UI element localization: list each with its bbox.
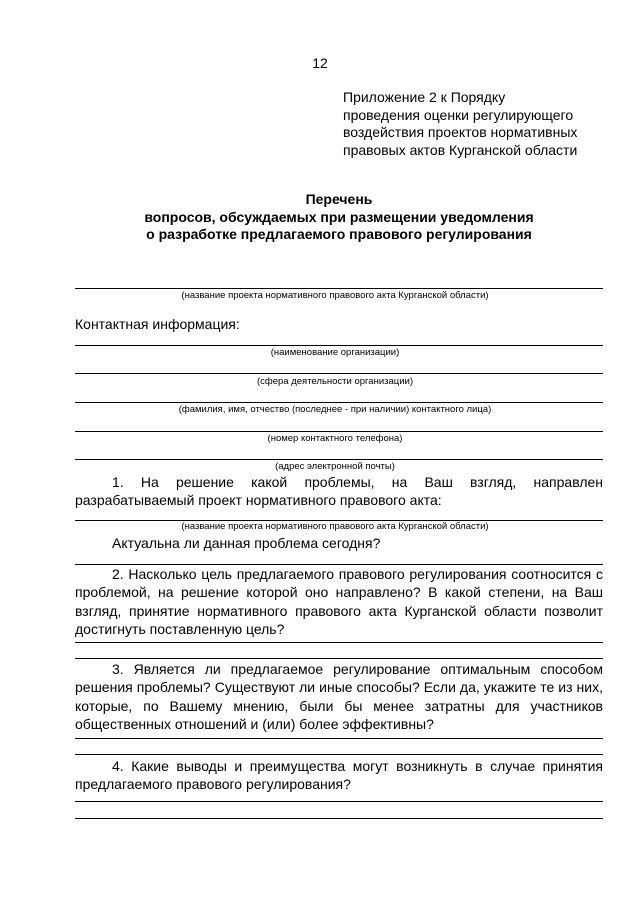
question-1 <box>75 473 603 510</box>
appendix-line: воздействия проектов нормативных <box>343 124 578 140</box>
question-3-line: решения проблемы? Существуют ли иные способы? Если да, укажите те из них, <box>75 679 603 696</box>
question-3 <box>75 660 603 733</box>
title-line: вопросов, обсуждаемых при размещении уведомления <box>144 208 534 225</box>
document-title <box>0 191 640 244</box>
email-field[interactable] <box>75 459 603 460</box>
phone-caption: (номер контактного телефона) <box>267 433 403 444</box>
org-name-field[interactable] <box>75 345 603 346</box>
title-line: Перечень <box>305 191 373 207</box>
appendix-note <box>343 89 577 159</box>
appendix-line: Приложение 2 к Порядку <box>343 89 506 105</box>
question-2-line: 2. Насколько цель предлагаемого правового регулирования соотносится с <box>112 566 603 582</box>
question-2-line: проблемой, на решение которой оно направлено? В какой степени, на Ваш <box>75 584 603 601</box>
contact-person-caption: (фамилия, имя, отчество (последнее - при наличии) контактного лица) <box>178 404 492 415</box>
act-name-caption: (название проекта нормативного правового акта Курганской области) <box>181 290 489 301</box>
answer-2-field[interactable] <box>75 642 603 643</box>
answer-4-field[interactable] <box>75 801 603 802</box>
question-1-line: разрабатываемый проект нормативного правового акта: <box>75 492 442 509</box>
answer-3-field[interactable] <box>75 738 603 739</box>
page-number: 12 <box>312 55 328 71</box>
answer-3b-field[interactable] <box>75 754 603 755</box>
question-2-line: взгляд, принятие нормативного правового акта Курганской области позволит <box>75 602 603 619</box>
act-name-field[interactable] <box>75 288 603 289</box>
phone-field[interactable] <box>75 431 603 432</box>
question-3-line: общественных отношений и (или) более эффективны? <box>75 715 434 732</box>
question-2-line: достигнуть поставленную цель? <box>75 620 285 637</box>
answer-4b-field[interactable] <box>75 818 603 819</box>
contact-person-field[interactable] <box>75 402 603 403</box>
question-1-line: 1. На решение какой проблемы, на Ваш взгляд, направлен <box>112 474 603 490</box>
question-4 <box>75 757 603 794</box>
question-2 <box>75 565 603 638</box>
question-3-line: 3. Является ли предлагаемое регулирование оптимальным способом <box>112 661 603 677</box>
question-1-sub: Актуальна ли данная проблема сегодня? <box>112 535 381 551</box>
org-sphere-field[interactable] <box>75 373 603 374</box>
title-line: о разработке предлагаемого правового регулирования <box>146 226 532 242</box>
act-name-caption-2: (название проекта нормативного правового акта Курганской области) <box>181 521 489 532</box>
appendix-line: правовых актов Курганской области <box>343 141 578 158</box>
question-4-line: предлагаемого правового регулирования? <box>75 776 351 793</box>
email-caption: (адрес электронной почты) <box>275 461 395 472</box>
org-name-caption: (наименование организации) <box>270 347 400 358</box>
contact-label: Контактная информация: <box>75 316 240 332</box>
question-3-line: которые, по Вашему мнению, были бы менее затратны для участников <box>75 697 603 714</box>
appendix-line: проведения оценки регулирующего <box>343 106 574 123</box>
org-sphere-caption: (сфера деятельности организации) <box>257 376 413 387</box>
answer-2b-field[interactable] <box>75 658 603 659</box>
question-4-line: 4. Какие выводы и преимущества могут возникнуть в случае принятия <box>112 758 603 774</box>
